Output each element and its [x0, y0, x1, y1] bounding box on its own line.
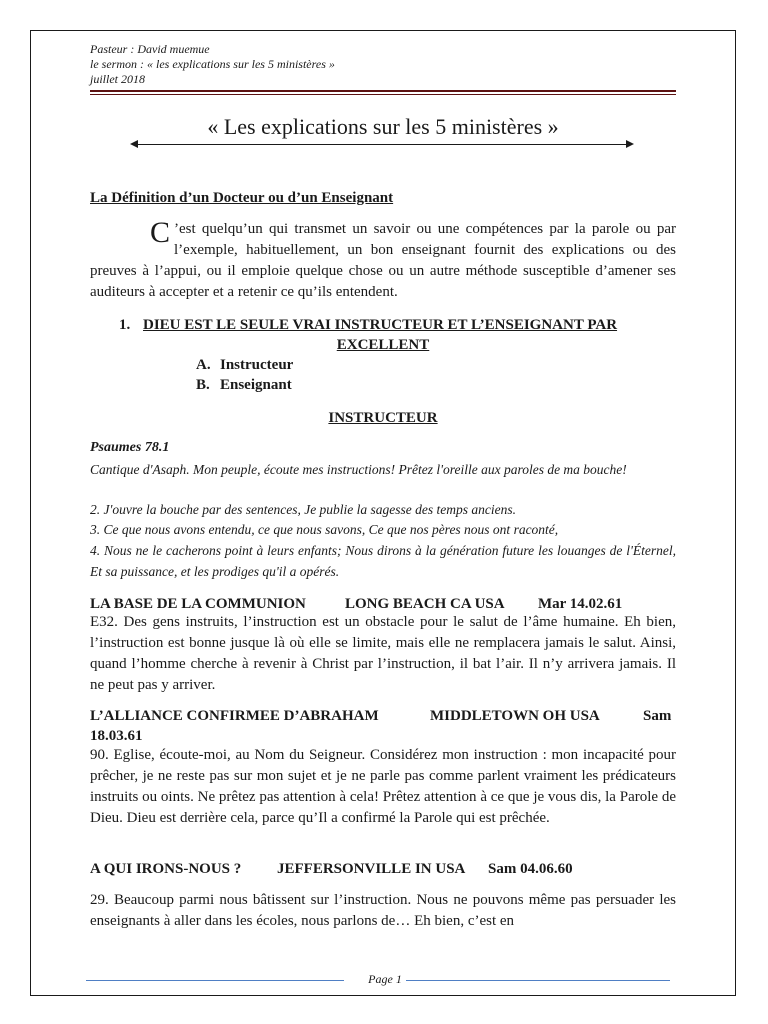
section2-title: L’ALLIANCE CONFIRMEE D’ABRAHAM — [90, 708, 379, 724]
sub-item-a: Instructeur — [220, 357, 294, 373]
point-number: 1. — [119, 317, 131, 333]
point-title-line1: DIEU EST LE SEULE VRAI INSTRUCTEUR ET L’ENSEIGNANT PAR — [143, 317, 618, 333]
section2-date: 18.03.61 — [90, 728, 143, 744]
header-date: juillet 2018 — [90, 72, 145, 86]
header-rule — [90, 90, 676, 92]
section3-place: JEFFERSONVILLE IN USA — [277, 861, 466, 877]
point-title-line2: EXCELLENT — [336, 337, 430, 353]
section2-date-day: Sam — [643, 708, 672, 724]
sub-item-b-letter: B. — [196, 377, 210, 393]
header-pastor: Pasteur : David muemue — [90, 42, 210, 56]
definition-paragraph — [90, 216, 677, 303]
page-title: « Les explications sur les 5 ministères » — [207, 114, 559, 139]
page-number: Page 1 — [368, 972, 402, 986]
section2-text: 90. Eglise, écoute-moi, au Nom du Seigneur. Considérez mon instruction : mon incapacité pour prêcher, je ne reste pas sur mon sujet et je ne parle pas comme parlent vraiment les prédicateurs instruits ou oints. Ne prêtez pas attention à cela! Prêtez attention à ce que je vous dis, la Parole de Dieu. Dieu est derrière cela, parce qu’Il a confirmé la Parole qui est prêchée. — [90, 747, 676, 826]
section1-title: LA BASE DE LA COMMUNION — [90, 596, 306, 612]
section1-text: E32. Des gens instruits, l’instruction est un obstacle pour le salut de l’âme humaine. Eh bien, l’instruction est bonne jusque là où elle se limite, mais elle ne remplacera jamais le salut. Ainsi, quand l’homme cherche à revenir à Christ par l’instruction, il bat l’air. Il n’y arrivera jamais. Il ne peut pas y arriver. — [90, 614, 676, 693]
section1-place: LONG BEACH CA USA — [345, 596, 505, 612]
definition-first-line: ’est quelqu’un qui transmet un savoir ou une compétences par la parole — [174, 221, 630, 237]
instructeur-heading: INSTRUCTEUR — [328, 410, 438, 426]
section2-place: MIDDLETOWN OH USA — [430, 708, 600, 724]
header-sermon: le sermon : « les explications sur les 5 ministères » — [90, 57, 335, 71]
section3-date: Sam 04.06.60 — [488, 861, 573, 877]
sub-item-b: Enseignant — [220, 377, 292, 393]
arrow-right-icon — [626, 140, 634, 148]
dropcap-letter: C — [150, 216, 171, 249]
psalm-reference: Psaumes 78.1 — [90, 440, 170, 455]
definition-heading: La Définition d’un Docteur ou d’un Enseignant — [90, 190, 394, 206]
section3-text: 29. Beaucoup parmi nous bâtissent sur l’instruction. Nous ne pouvons même pas persuader les enseignants à aller dans les écoles, nous parlons de… Eh bien, c’est en — [90, 892, 676, 929]
psalm-verse-4: 4. Nous ne le cacherons point à leurs enfants; Nous dirons à la génération future les louanges de l'Éternel, Et sa puissance, et les prodiges qu'il a opérés. — [90, 543, 676, 579]
sub-item-a-letter: A. — [196, 357, 211, 373]
section3-title: A QUI IRONS-NOUS ? — [90, 861, 242, 877]
section1-date: Mar 14.02.61 — [538, 596, 623, 612]
footer-rule-left — [86, 980, 344, 981]
arrow-left-icon — [130, 140, 138, 148]
definition-rest: ou par l’exemple, habituellement, un bon enseignant fournit des explications ou des preuves à l’appui, ou il emploie quelque chose ou un autre méthode susceptible d’amener ses auditeurs à accepter et a retenir ce qu’ils entendent. — [90, 221, 677, 300]
footer-rule-right — [406, 980, 670, 981]
psalm-verse-2: 2. J'ouvre la bouche par des sentences, Je publie la sagesse des temps anciens. — [90, 502, 517, 517]
header-rule-thin — [90, 94, 676, 95]
psalm-verse-3: 3. Ce que nous avons entendu, ce que nous savons, Ce que nos pères nous ont raconté, — [90, 522, 559, 537]
psalm-verse-1: Cantique d'Asaph. Mon peuple, écoute mes instructions! Prêtez l'oreille aux paroles de ma bouche! — [90, 462, 627, 477]
title-arrow-line — [134, 144, 632, 145]
